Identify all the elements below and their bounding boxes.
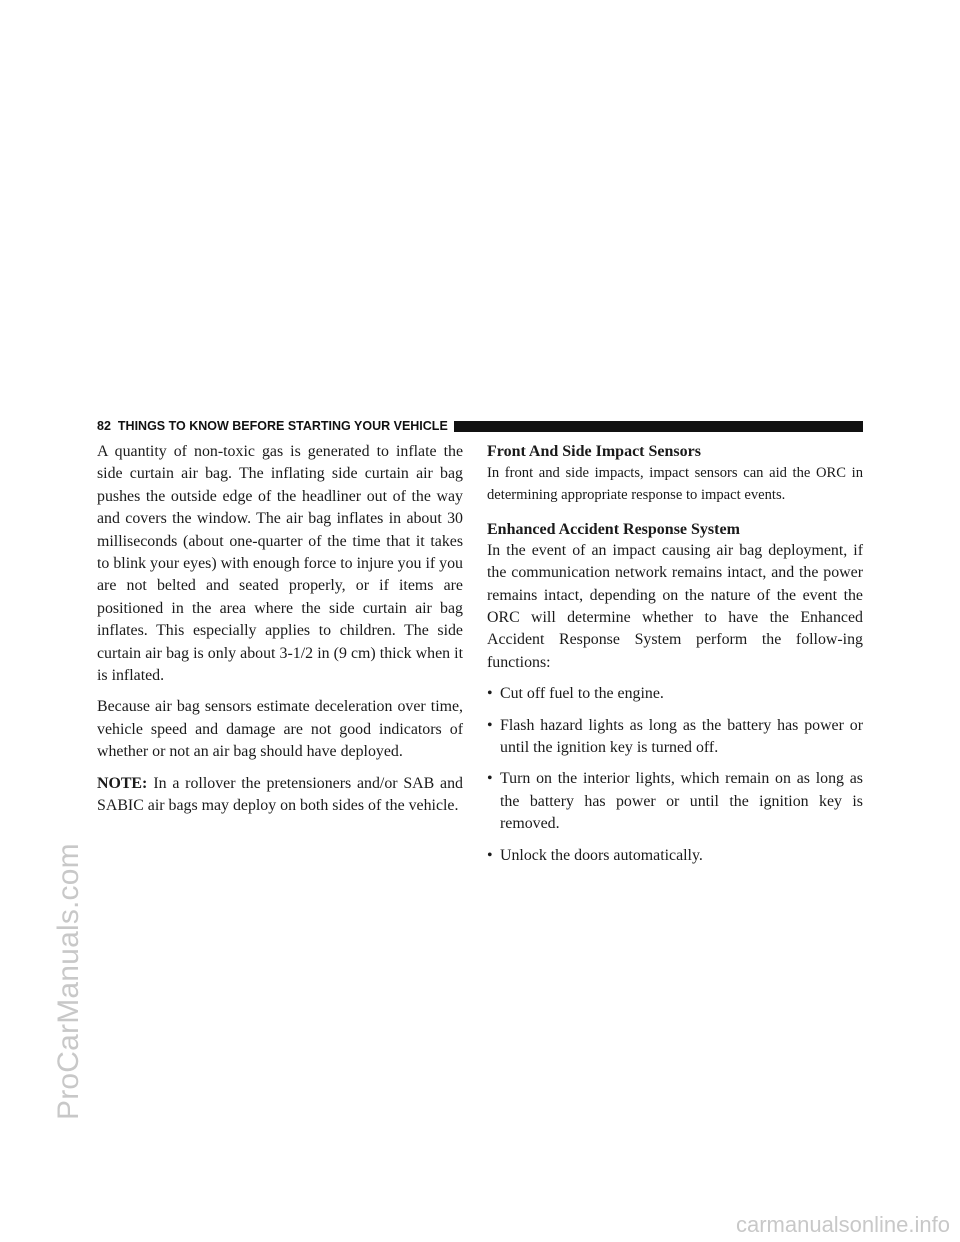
paragraph-side-curtain: A quantity of non-toxic gas is generated to inflate the side curtain air bag. The inflating side curtain air bag pushes the outside edge of the headliner out of the way and covers the window. The air bag inflates in about 30 milliseconds (about one-quarter of the time that it takes to blink your eyes) with enough force to injure you if you are not belted and seated properly, or if items are positioned in the area where the side curtain air bag inflates. This especially applies to children. The side curtain air bag is only about 3-1/2 in (9 cm) thick when it is inflated.	[97, 443, 463, 685]
list-item: • Unlock the doors automatically.	[487, 845, 863, 867]
note-label: NOTE:	[97, 774, 148, 792]
bottom-watermark: carmanualsonline.info	[735, 1212, 950, 1237]
heading-impact-sensors: Front And Side Impact Sensors	[487, 443, 701, 460]
page-number: 82	[97, 419, 111, 433]
heading-accident-response: Enhanced Accident Response System	[487, 520, 740, 538]
list-item: • Cut off fuel to the engine.	[487, 683, 863, 705]
list-item: • Turn on the interior lights, which remain on as long as the battery has power or until the ignition key is removed.	[487, 770, 863, 833]
bullet-icon: •	[487, 770, 493, 788]
bullet-icon: •	[487, 685, 493, 703]
side-watermark: ProCarManuals.com	[52, 843, 85, 1120]
left-column	[97, 441, 463, 827]
note-text: In a rollover the pretensioners and/or SAB and SABIC air bags may deploy on both sides of the vehicle.	[97, 774, 463, 815]
paragraph-impact-sensors: In front and side impacts, impact sensors can aid the ORC in determining appropriate response to impact events.	[487, 465, 863, 504]
page-header	[97, 418, 863, 434]
chapter-title: THINGS TO KNOW BEFORE STARTING YOUR VEHICLE	[117, 419, 448, 433]
header-rule	[454, 421, 863, 432]
right-column	[487, 441, 863, 876]
list-item: • Flash hazard lights as long as the battery has power or until the ignition key is turned off.	[487, 716, 863, 757]
function-list	[487, 683, 863, 867]
note-paragraph	[97, 773, 463, 818]
paragraph-sensors: Because air bag sensors estimate deceleration over time, vehicle speed and damage are not good indicators of whether or not an air bag should have deployed.	[97, 698, 463, 761]
bullet-icon: •	[487, 846, 493, 864]
bullet-icon: •	[487, 716, 493, 734]
paragraph-accident-response: In the event of an impact causing air bag deployment, if the communication network remains intact, and the power remains intact, depending on the nature of the event the ORC will determine whether to have the Enhanced Accident Response System perform the follow-ing functions:	[487, 541, 863, 671]
